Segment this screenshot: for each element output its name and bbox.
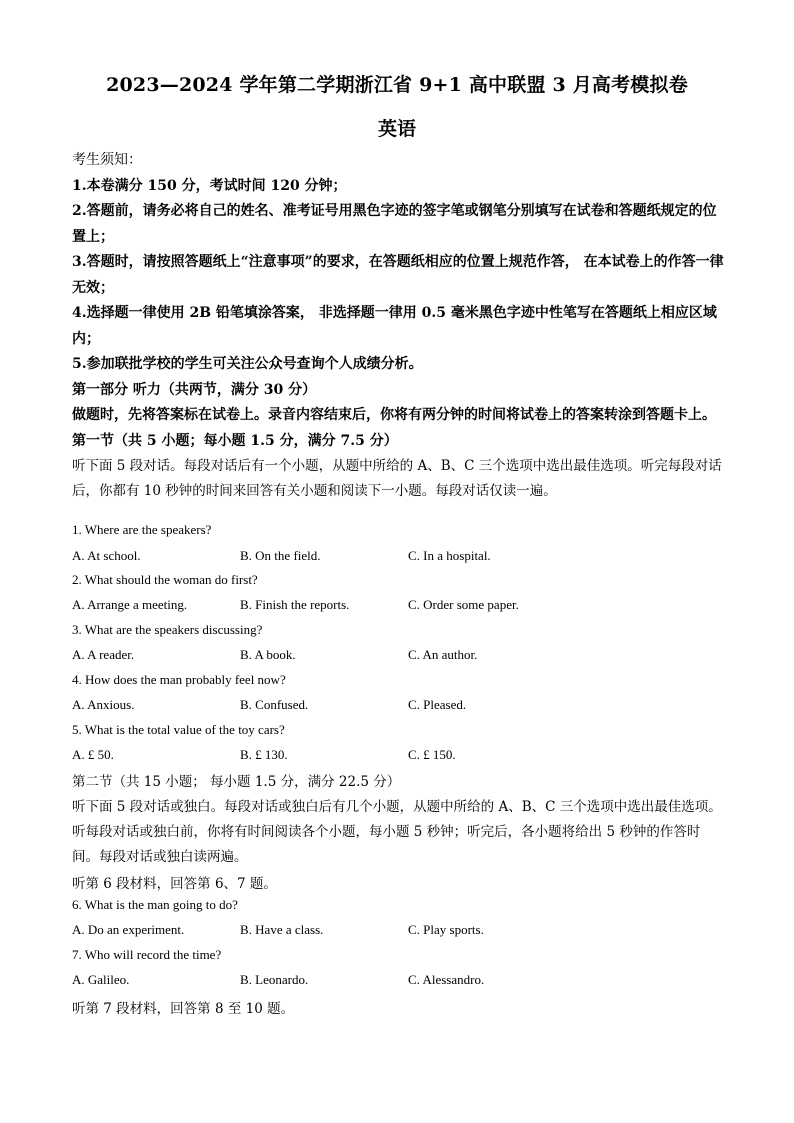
q1-option-c: C. In a hospital. [408,548,491,563]
notice-item-3: 3.答题时，请按照答题纸上“注意事项”的要求，在答题纸相应的位置上规范作答， 在本试卷上的作答一律无效； [72,254,724,296]
candidate-notice [72,148,724,504]
q6-option-c: C. Play sports. [408,922,484,937]
question-1: 1. Where are the speakers? [72,522,212,537]
q6-option-b: B. Have a class. [240,922,324,937]
question-7: 7. Who will record the time? [72,947,222,962]
q4-option-b: B. Confused. [240,697,309,712]
section2-instruction: 听下面 5 段对话或独白。每段对话或独白后有几个小题，从题中所给的 A、B、C 三个选项中选出最佳选项。听每段对话或独白前，你将有时间阅读各个小题，每小题 5 秒钟；听完后，各小题将给出 5 秒钟的作答时间。每段对话或独白读两遍。 [72,799,722,865]
notice-heading: 考生须知： [72,152,142,168]
q5-option-b: B. £ 130. [240,747,288,762]
q4-option-c: C. Pleased. [408,697,467,712]
exam-title: 2023—2024 学年第二学期浙江省 9+1 高中联盟 3 月高考模拟卷 [106,74,688,96]
q2-option-c: C. Order some paper. [408,597,519,612]
q7-option-c: C. Alessandro. [408,972,485,987]
q3-option-a: A. A reader. [72,647,135,662]
question-4: 4. How does the man probably feel now? [72,672,286,687]
question-5: 5. What is the total value of the toy cars? [72,722,285,737]
exam-subject: 英语 [377,118,416,140]
q6-option-a: A. Do an experiment. [72,922,185,937]
question-2: 2. What should the woman do first? [72,572,258,587]
q1-option-a: A. At school. [72,548,141,563]
q5-option-a: A. £ 50. [72,747,114,762]
question-6: 6. What is the man going to do? [72,897,238,912]
q3-option-b: B. A book. [240,647,296,662]
q5-option-c: C. £ 150. [408,747,456,762]
material-6-note: 听第 6 段材料，回答第 6、7 题。 [72,876,277,892]
q3-option-c: C. An author. [408,647,478,662]
q7-option-b: B. Leonardo. [240,972,309,987]
q7-option-a: A. Galileo. [72,972,130,987]
q2-option-a: A. Arrange a meeting. [72,597,188,612]
section2-heading: 第二节（共 15 小题； 每小题 1.5 分，满分 22.5 分） [72,774,401,790]
question-3: 3. What are the speakers discussing? [72,622,263,637]
material-7-note: 听第 7 段材料，回答第 8 至 10 题。 [72,1001,295,1017]
section1-heading: 第一节（共 5 小题；每小题 1.5 分，满分 7.5 分） [72,432,398,449]
part1-instruction: 做题时，先将答案标在试卷上。录音内容结束后，你将有两分钟的时间将试卷上的答案转涂到答题卡上。 [72,407,716,423]
notice-item-2: 2.答题前，请务必将自己的姓名、准考证号用黑色字迹的签字笔或钢笔分别填写在试卷和答题纸规定的位置上； [72,203,717,245]
notice-item-1: 1.本卷满分 150 分，考试时间 120 分钟； [72,177,347,194]
section1-instruction: 听下面 5 段对话。每段对话后有一个小题，从题中所给的 A、B、C 三个选项中选出最佳选项。听完每段对话后，你都有 10 秒钟的时间来回答有关小题和阅读下一小题。每段对话仅读一遍。 [72,458,722,499]
q1-option-b: B. On the field. [240,548,321,563]
notice-item-4: 4.选择题一律使用 2B 铅笔填涂答案， 非选择题一律用 0.5 毫米黑色字迹中性笔写在答题纸上相应区域内； [72,305,717,347]
part1-heading: 第一部分 听力（共两节，满分 30 分） [72,381,317,398]
q2-option-b: B. Finish the reports. [240,597,350,612]
q4-option-a: A. Anxious. [72,697,135,712]
notice-item-5: 5.参加联批学校的学生可关注公众号查询个人成绩分析。 [72,356,423,372]
